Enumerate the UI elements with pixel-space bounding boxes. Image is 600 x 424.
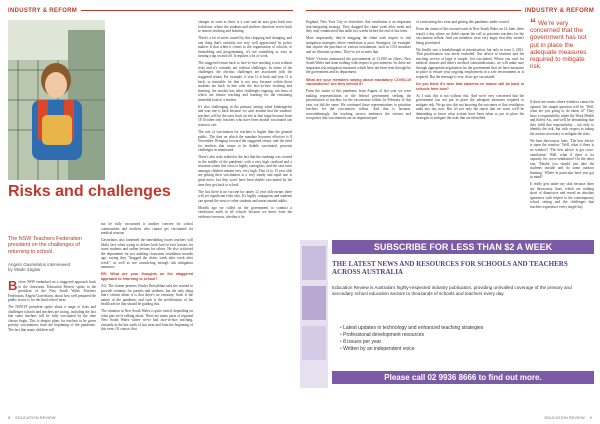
paragraph: The rate of vaccination for teachers is higher than the general public. The date on which the mandate becomes effective is 8 November. Bringing forward the staggered return, and the need for teachers that return to be double vaccinated, presents challenges as mentioned. bbox=[198, 130, 292, 153]
ad-body: Education Review is Australia's highly-respected industry publication, providing unrivalled coverage of the primary and secondary school education sectors to thousands of schools and teachers every day. bbox=[332, 285, 572, 296]
article-lead: The NSW Teachers Federation president on the challenges of returning to school. bbox=[8, 236, 82, 255]
interview-question: What are your members saying about mandatory COVID-19 vaccinations? Are they behind it? bbox=[306, 77, 411, 87]
paragraph: From the outset of this pandemic from August of last year we were making representations to the federal government seeking the prioritisation of teachers for the vaccination rollout. In February of this year, we did the same. We continued those representations to prioritise teachers for the vaccination rollout. And that is because, overwhelmingly, the teaching service embraces the science and recognises that vaccinations are an important part bbox=[306, 89, 411, 121]
paragraph: From the outset of this second wave in New South Wales on 14 June, there wasn't a day where we didn't repeat the call to prioritise teachers for the vaccination rollout. And our members were very angry that they weren't being prioritised. bbox=[416, 27, 524, 45]
footer-right bbox=[544, 415, 592, 420]
paragraph: The staggered return back to face-to-face teaching is not without risks and it's certainly not without challenges. In terms of the challenges, the obvious challenges are associated with the staggered return. For example, if year 12 is back and year 11 is back, to timetable for that is not easy because within those students are back in line with the face-to-face teaching and learning, the teacher has other challenges ongoing, not least of which are remote teaching and learning for the remaining timetable load of a teacher. bbox=[198, 61, 292, 102]
paragraph: AG: The former premier Gladys Berejiklian said she wanted to provide certainty for parents and students, but the only thing that's certain about it is that there's no certainty. Such is the nature of the pandemic and such is the proliferation of the health advice that should be guiding this. bbox=[101, 284, 193, 307]
paragraph: It's also challenging in the primary setting when kindergarten and year one is back because we can't assume that the students' teachers will be the ones back on site at that stage because from 18 October only teachers who have been double vaccinated can return to site. bbox=[198, 104, 292, 127]
section-header-left bbox=[8, 6, 293, 15]
paragraph: There's a lot of stress caused by this chopping and changing, and one thing that's certainly not very well appreciated by policy makers is that when it comes to the organisation of schools, to timetabling and programming, it's not something as easy as turning a tap on and off. It requires a lot of work. bbox=[198, 36, 292, 59]
byline-line-1: Angelo Gavrielatos interviewed bbox=[8, 262, 71, 267]
text-column-6 bbox=[530, 100, 594, 235]
text-column-3 bbox=[198, 20, 292, 410]
magazine-covers-icon bbox=[300, 240, 328, 388]
ad-bullet: • Written by an independent voice bbox=[340, 346, 590, 353]
paragraph: It really gets under my skin because there are throwaway lines, which are nothing short of dismissive and reveal an absolute ignorance with respect to the contemporary school setting and the challenges that teachers experience every single day. bbox=[530, 182, 594, 210]
header-rule bbox=[306, 10, 521, 11]
paragraph: The NSWTF president spoke about a range of risks and challenges schools and teachers are facing, including the fact that some teachers will be fully vaccinated by the time classes begin. This is despite plans for teachers to be given priority vaccinations from the beginning of the pandemic. The fact that many children will bbox=[8, 305, 96, 332]
paragraph: More importantly, they're dragging the chain with respect to risk mitigation strategies where ventilation is poor. Strategies, for example, that require the purchase of various instruments, such as CO2 monitors and air filtration systems. They've yet to enter that. bbox=[306, 36, 411, 54]
ad-bullet-list bbox=[340, 325, 590, 353]
byline-line-2: by Wade Zaglas bbox=[8, 267, 41, 272]
header-rule bbox=[81, 10, 293, 11]
text-column-5 bbox=[416, 20, 524, 235]
paragraph: We finally saw a breakthrough in prioritisation, but only in term 3, 2021. That prioritisation was never extended. Our advice to teachers and the teaching service at large is simple. Get vaccinated. Where you can't for medical reasons and there's medical contraindications, we will make sure through appropriate negotiation for the government that we have measures in place to ensure your ongoing employment in a safe environment as is required. But the message is very clear: get vaccinated. bbox=[416, 47, 524, 80]
paragraph: of confronting this virus and getting this pandemic under control. bbox=[416, 20, 510, 24]
page-number: 9 bbox=[589, 415, 592, 420]
subscription-ad bbox=[300, 240, 600, 406]
pull-quote-text: We're very concerned that the government has not put in place the adequate measures required to mitigate risk. bbox=[530, 20, 587, 71]
ad-subhead: THE LATEST NEWS AND RESOURCES FOR SCHOOLS AND TEACHERS ACROSS AUSTRALIA bbox=[332, 260, 568, 276]
article-title: Risks and challenges bbox=[8, 183, 171, 200]
section-header-right bbox=[306, 6, 594, 15]
paragraph: The situation in New South Wales is quite varied, depending on what part we're talking about. There are many parts of regional New South Wales where we've had face-to-face teaching, certainly in the last week of last term and from the beginning of this term. Of course, that bbox=[101, 309, 193, 332]
text-column-1 bbox=[8, 280, 96, 408]
ad-bullet: • 8 issues per year bbox=[340, 339, 590, 346]
ad-headline: SUBSCRIBE FOR LESS THAN $2 A WEEK bbox=[332, 240, 594, 254]
article-byline bbox=[8, 262, 96, 272]
footer-brand: EDUCATION REVIEW bbox=[15, 415, 56, 420]
paragraph-text: efore NSW embarked on a staggered approach back to the classroom, Education Review spoke to the president of the New South Wales Teachers Federation, Angelo Gavrielatos, about how well prepared the public sector is for the final school term. bbox=[8, 280, 96, 303]
text-column-4 bbox=[306, 20, 411, 235]
ad-call-to-action: Please call 02 9936 8666 to find out more. bbox=[332, 371, 594, 384]
interview-question: ER: What are your thoughts on the staggered approach to returning to school? bbox=[101, 272, 193, 282]
footer-brand: EDUCATION REVIEW bbox=[544, 415, 585, 420]
page-number: 8 bbox=[8, 415, 11, 420]
paragraph: The fact there is no vaccine for under 12 year olds means there will yet significant risks also. It's highly contagious and students can spread the virus to other students and unvaccinated adults. bbox=[198, 189, 292, 203]
ad-side-image bbox=[300, 240, 328, 388]
paragraph bbox=[8, 280, 96, 303]
paragraph: changes as soon as there is a case and an area goes back into lockdown, where the students and teachers therefore revert back to remote teaching and learning. bbox=[198, 20, 292, 34]
paragraph: We hear throwaway lines. 'The best advice is open the window.' Well, what if there is no window? 'The best advice is get cross-ventilation.' Well, what if there is no capacity for cross-ventilation? On the other one, 'Maybe you should just take the students outside and do some outdoor learning.' Where in particular have you got in mind? bbox=[530, 138, 594, 180]
pull-quote bbox=[530, 16, 594, 71]
section-label: INDUSTRY & REFORM bbox=[524, 7, 594, 14]
paragraph: Months ago we called on the government to conduct a ventilation audit in all schools because we knew from the evidence overseas, whether it be bbox=[198, 205, 292, 219]
paragraph: There's also risks related to the fact that the roadmap was created in the middle of the pandemic with a very high caseload and a situation where this virus is highly contagious, and the case rates amongst children remain very, very high. That 12 to 15 year olds are getting their vaccination at a very steady and rapid rate is great news, but they won't have been double vaccinated by the time they get back to school. bbox=[198, 155, 292, 187]
ad-bullet: • Professional development resources bbox=[340, 332, 590, 339]
section-label: INDUSTRY & REFORM bbox=[8, 7, 78, 14]
paragraph: While Victoria announced the procurement of 51,000 air filters, New South Wales had done nothing with respect to procurement. So these are important risk mitigation measures which have not been seen through by the government and its department. bbox=[306, 56, 411, 75]
paragraph: If there are rooms where windows cannot be opened, the simple question will be, 'Well, what are you going to do about it?' They have a responsibility under the Work Health and Safety Act, and we'll be demanding that they fulfil that responsibility – not only to identify the risk, but with respect to taking the actions necessary to mitigate the risks. bbox=[530, 100, 594, 136]
paragraph: As I said, this is not without risk. And we're very concerned that the government has not put in place the adequate measures required to mitigate risk. We go into this not knowing the outcomes of that ventilation audit any day now. But it's not only the report that we want, we'll be demanding to know what actions have been taken to put in place the strategies to mitigate the risks that are identified. bbox=[416, 93, 524, 121]
paragraph: England, New York City or elsewhere, that ventilation is an important risk-mitigating strategy. They dragged the chain week after week and they only commenced that audit two weeks before the end of last term. bbox=[306, 20, 411, 34]
paragraph: Gavrielatos also lamented the timetabling issues teachers will likely face when trying to deliver both face-to-face lessons for some students and online lessons for others. He also criticised the department for not auditing classroom ventilation months ago, saying they "dragged the chain, week after week after week", as well as not considering enough risk mitigation measures. bbox=[101, 238, 193, 270]
text-column-2 bbox=[101, 222, 193, 410]
quote-mark-icon: “ bbox=[530, 16, 536, 30]
footer-left bbox=[8, 415, 56, 420]
ad-bullet: • Latest updates in technology and enhanced teaching strategies bbox=[340, 325, 590, 332]
paragraph: not be fully vaccinated is another concern for school communities and teachers who cannot get vaccinated for medical reasons. bbox=[101, 222, 193, 236]
drop-cap: B bbox=[8, 280, 18, 293]
interview-question: Do you think it's wise that students en masse will be back in schools from now? bbox=[416, 82, 524, 91]
